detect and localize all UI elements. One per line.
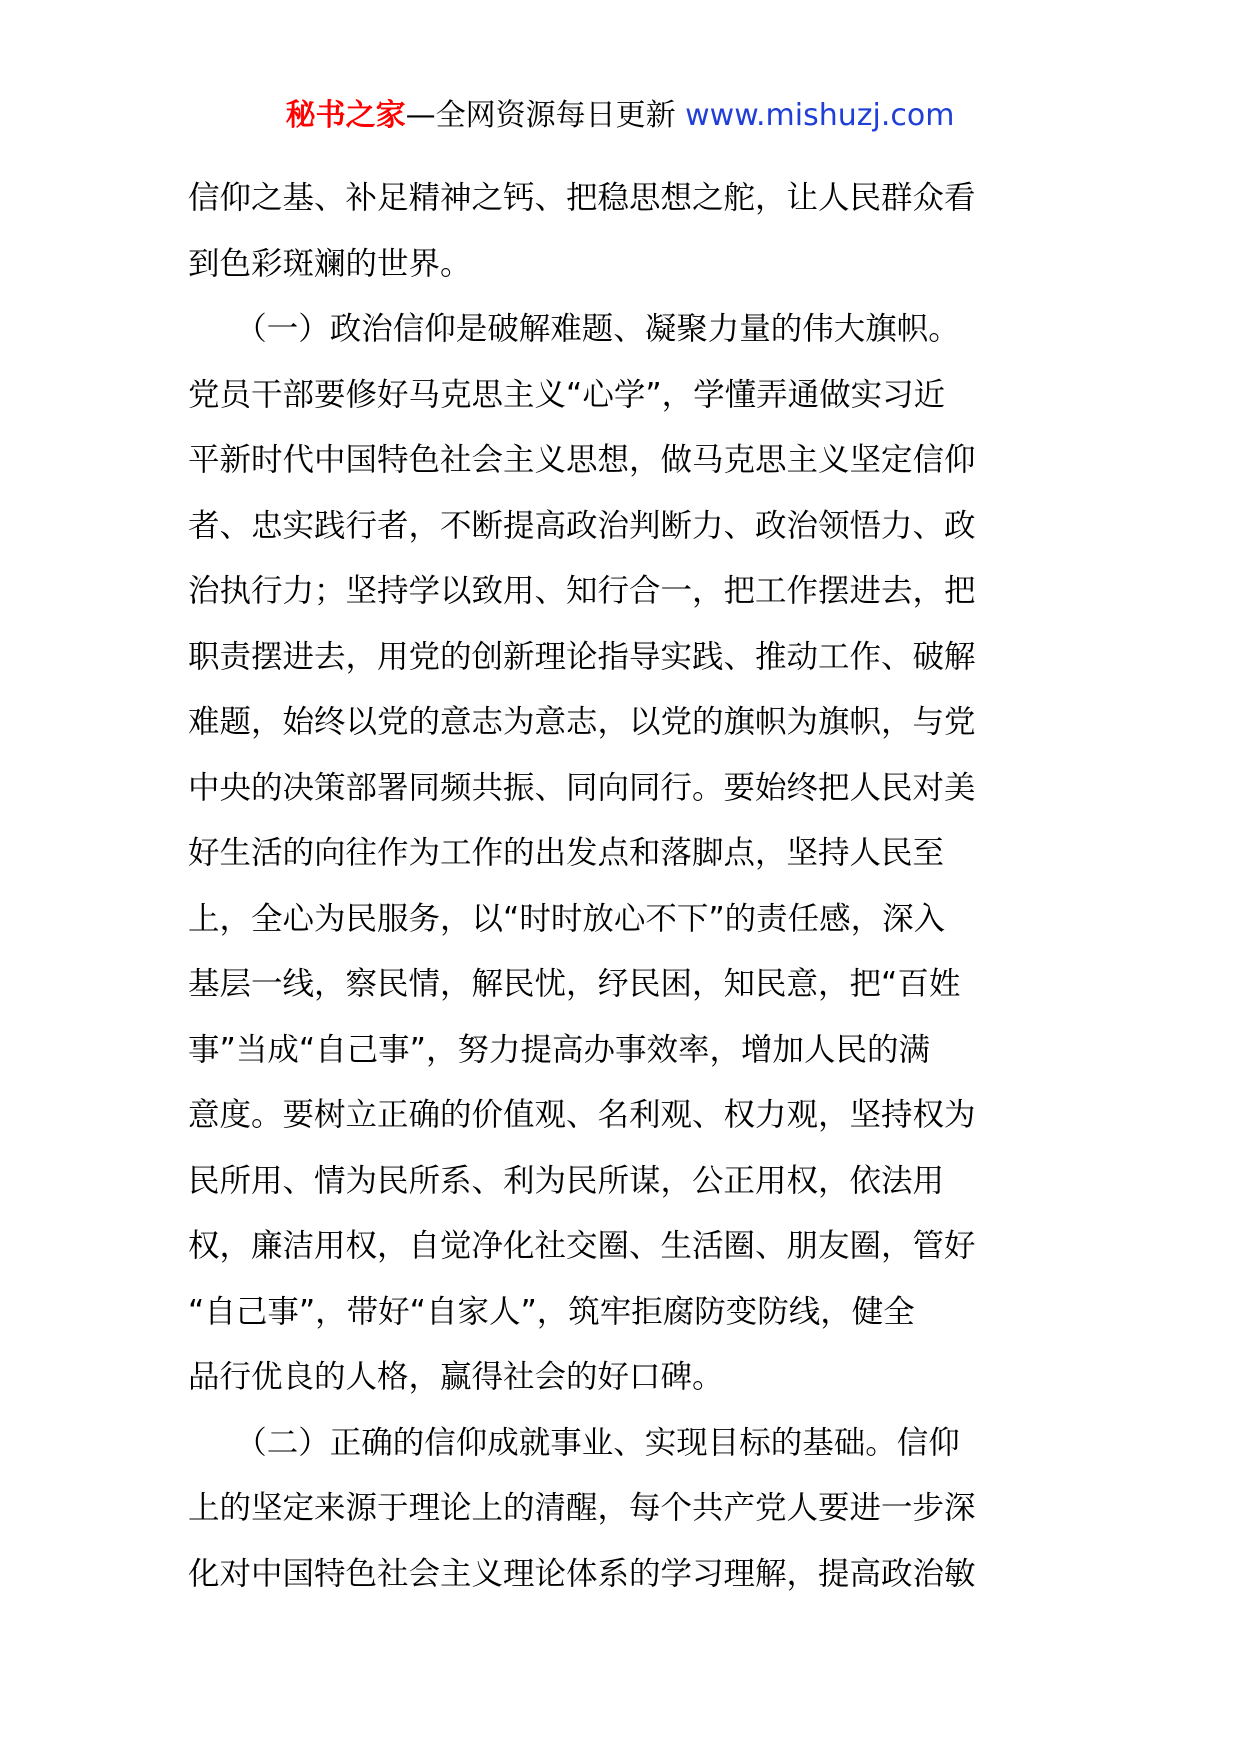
text-line: 好生活的向往作为工作的出发点和落脚点，坚持人民至 [188, 835, 945, 871]
text-line: 者、忠实践行者，不断提高政治判断力、政治领悟力、政 [188, 507, 976, 544]
text-line: “自己事”，带好“自家人”，筑牢拒腐防变防线，健全 [188, 1293, 915, 1330]
text-line: 中央的决策部署同频共振、同向同行。要始终把人民对美 [188, 769, 976, 806]
text-line: 基层一线，察民情，解民忧，纾民困，知民意，把“百姓 [188, 966, 961, 1002]
header-tagline: —全网资源每日更新 [405, 98, 686, 133]
document-body [188, 166, 1054, 1607]
site-url-link[interactable]: www.mishuzj.com [685, 98, 955, 133]
text-line: 难题，始终以党的意志为意志，以党的旗帜为旗帜，与党 [188, 704, 976, 740]
page-header [0, 96, 1240, 136]
section-heading-line: （二）正确的信仰成就事业、实现目标的基础。信仰 [188, 1424, 960, 1461]
text-line: 职责摆进去，用党的创新理论指导实践、推动工作、破解 [188, 638, 976, 675]
text-line: 事”当成“自己事”，努力提高办事效率，增加人民的满 [188, 1031, 930, 1068]
text-line: 民所用、情为民所系、利为民所谋，公正用权，依法用 [188, 1162, 945, 1199]
text-line: 到色彩斑斓的世界。 [188, 245, 472, 282]
text-line: 信仰之基、补足精神之钙、把稳思想之舵，让人民群众看 [188, 180, 976, 216]
text-line: 上，全心为民服务，以“时时放心不下”的责任感，深入 [188, 900, 946, 937]
section-heading-line: （一）政治信仰是破解难题、凝聚力量的伟大旗帜。 [188, 311, 960, 347]
text-line: 化对中国特色社会主义理论体系的学习理解，提高政治敏 [188, 1555, 976, 1592]
text-line: 党员干部要修好马克思主义“心学”，学懂弄通做实习近 [188, 376, 946, 413]
text-line: 上的坚定来源于理论上的清醒，每个共产党人要进一步深 [188, 1490, 976, 1526]
text-line: 品行优良的人格，赢得社会的好口碑。 [188, 1359, 724, 1395]
text-line: 平新时代中国特色社会主义思想，做马克思主义坚定信仰 [188, 442, 976, 478]
brand-name: 秘书之家 [285, 98, 406, 133]
text-line: 权，廉洁用权，自觉净化社交圈、生活圈、朋友圈，管好 [188, 1228, 976, 1264]
text-line: 意度。要树立正确的价值观、名利观、权力观，坚持权为 [188, 1097, 976, 1133]
text-line: 治执行力；坚持学以致用、知行合一，把工作摆进去，把 [188, 573, 976, 609]
